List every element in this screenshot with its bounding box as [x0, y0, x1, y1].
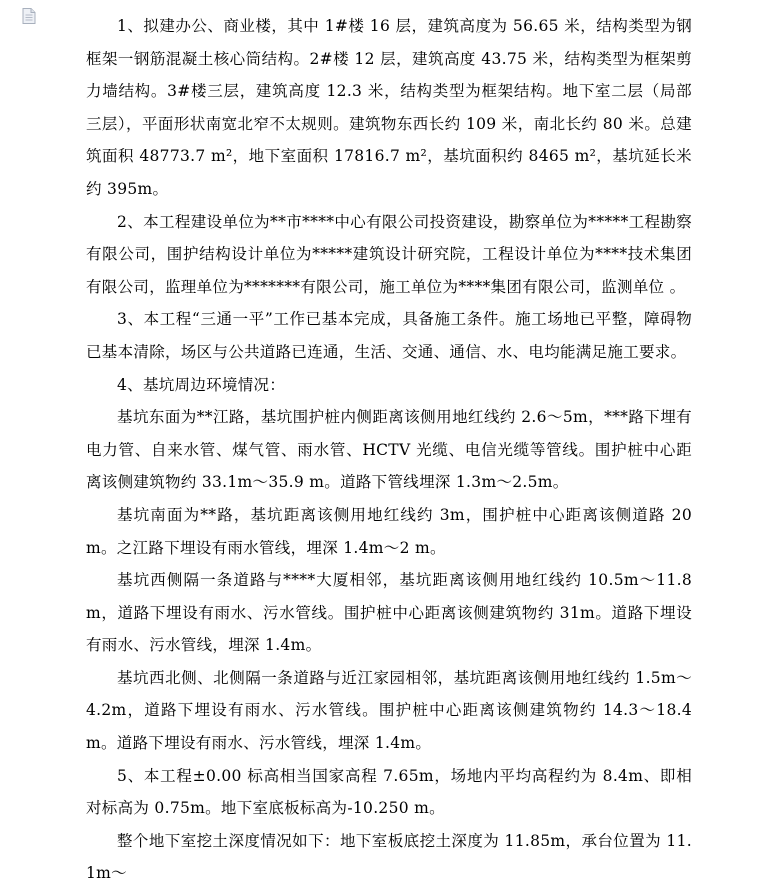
document-page: [86, 10, 692, 890]
paragraph-surroundings-heading: 4、基坑周边环境情况：: [117, 375, 286, 394]
paragraph-south-side: 基坑南面为**路，基坑距离该侧用地红线约 3m，围护桩中心距离该侧道路 20m。之江路下埋设有雨水管线，埋深 1.4m～2 m。: [86, 505, 692, 557]
paragraph-west-side: 基坑西侧隔一条道路与****大厦相邻，基坑距离该侧用地红线约 10.5m～11.8m，道路下埋设有雨水、污水管线。围护桩中心距离该侧建筑物约 31m。道路下埋设有雨水、污水管线，埋深 1.4m。: [86, 571, 692, 655]
document-icon: [22, 8, 36, 24]
paragraph-project-units: 2、本工程建设单位为**市****中心有限公司投资建设，勘察单位为*****工程勘察有限公司，围护结构设计单位为*****建筑设计研究院，工程设计单位为****技术集团有限公司，监理单位为*******有限公司，施工单位为****集团有限公司，监测单位 。: [86, 212, 692, 296]
paragraph-northwest-north-side: 基坑西北侧、北侧隔一条道路与近江家园相邻，基坑距离该侧用地红线约 1.5m～4.2m，道路下埋设有雨水、污水管线。围护桩中心距离该侧建筑物约 14.3～18.4m。道路下埋设有雨水、污水管线，埋深 1.4m。: [86, 668, 692, 753]
paragraph-building-overview: 1、拟建办公、商业楼，其中 1#楼 16 层，建筑高度为 56.65 米，结构类型为钢框架一钢筋混凝土核心筒结构。2#楼 12 层，建筑高度 43.75 米，结构类型为框架剪力墙结构。3#楼三层，建筑高度 12.3 米，结构类型为框架结构。地下室二层（局部三层），平面形状南宽北窄不太规则。建筑物东西长约 109 米，南北长约 80 米。总建筑面积 48773.7 m²，地下室面积 17816.7 m²，基坑面积约 8465 m²，基坑延长米约 395m。: [86, 17, 692, 198]
paragraph-excavation-depth: 整个地下室挖土深度情况如下：地下室板底挖土深度为 11.85m，承台位置为 11.1m～: [86, 831, 692, 883]
paragraph-elevation: 5、本工程±0.00 标高相当国家高程 7.65m，场地内平均高程约为 8.4m、即相对标高为 0.75m。地下室底板标高为-10.250 m。: [86, 766, 692, 818]
paragraph-site-conditions: 3、本工程“三通一平”工作已基本完成，具备施工条件。施工场地已平整，障碍物已基本清除，场区与公共道路已连通，生活、交通、通信、水、电均能满足施工要求。: [86, 310, 692, 361]
paragraph-east-side: 基坑东面为**江路，基坑围护桩内侧距离该侧用地红线约 2.6～5m，***路下埋有电力管、自来水管、煤气管、雨水管、HCTV 光缆、电信光缆等管线。围护桩中心距离该侧建筑物约 33.1m～35.9 m。道路下管线埋深 1.3m～2.5m。: [86, 408, 692, 492]
